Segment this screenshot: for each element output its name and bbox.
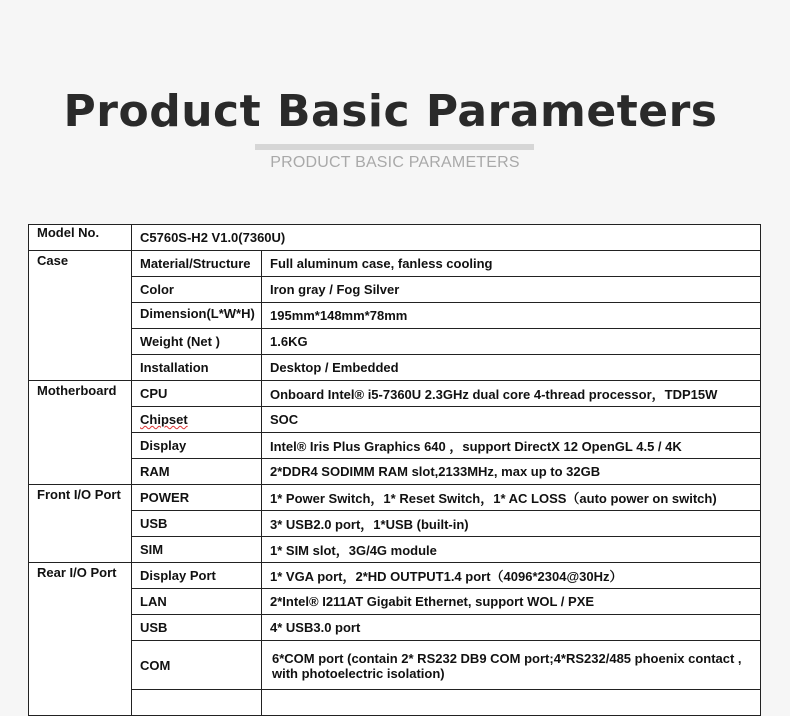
table-row — [29, 615, 761, 641]
spec-value: 6*COM port (contain 2* RS232 DB9 COM port;4*RS232/485 phoenix contact , with photoelectric isolation) — [262, 641, 761, 690]
model-value: C5760S-H2 V1.0(7360U) — [132, 225, 761, 251]
spec-label: COM — [132, 641, 262, 690]
table-row — [29, 251, 761, 277]
table-row — [29, 537, 761, 563]
spec-value: 4* USB3.0 port — [262, 615, 761, 641]
spec-label: Material/Structure — [132, 251, 262, 277]
table-row — [29, 225, 761, 251]
spec-value: Full aluminum case, fanless cooling — [262, 251, 761, 277]
model-label: Model No. — [29, 225, 132, 251]
spec-label: CPU — [132, 381, 262, 407]
spec-label: USB — [132, 511, 262, 537]
table-row — [29, 277, 761, 303]
table-row — [29, 303, 761, 329]
spec-value: Desktop / Embedded — [262, 355, 761, 381]
spec-value: 1* VGA port，2*HD OUTPUT1.4 port（4096*2304@30Hz） — [262, 563, 761, 589]
spec-label: RAM — [132, 459, 262, 485]
spec-value: Onboard Intel® i5-7360U 2.3GHz dual core 4-thread processor，TDP15W — [262, 381, 761, 407]
group-label-rear-io: Rear I/O Port — [29, 563, 132, 716]
group-label-front-io: Front I/O Port — [29, 485, 132, 563]
title-underline — [255, 144, 534, 150]
table-row — [29, 641, 761, 690]
spec-value — [262, 690, 761, 716]
table-row — [29, 407, 761, 433]
table-row — [29, 355, 761, 381]
table-row — [29, 589, 761, 615]
spec-label: Display Port — [132, 563, 262, 589]
spec-label: Display — [132, 433, 262, 459]
table-row — [29, 433, 761, 459]
table-row — [29, 690, 761, 716]
spec-label: Installation — [132, 355, 262, 381]
spec-label: Weight (Net ) — [132, 329, 262, 355]
spec-value: 2*DDR4 SODIMM RAM slot,2133MHz, max up to 32GB — [262, 459, 761, 485]
spec-value: 1.6KG — [262, 329, 761, 355]
spec-value: 195mm*148mm*78mm — [262, 303, 761, 329]
page-title: Product Basic Parameters — [63, 86, 718, 137]
table-row — [29, 459, 761, 485]
spec-label: Dimension(L*W*H) — [132, 303, 262, 329]
spec-label — [132, 690, 262, 716]
group-label-case: Case — [29, 251, 132, 381]
spec-label: SIM — [132, 537, 262, 563]
spec-label: LAN — [132, 589, 262, 615]
spec-value: 3* USB2.0 port，1*USB (built-in) — [262, 511, 761, 537]
spec-value: Intel® Iris Plus Graphics 640 ，support DirectX 12 OpenGL 4.5 / 4K — [262, 433, 761, 459]
spec-label: POWER — [132, 485, 262, 511]
spec-table — [28, 224, 761, 716]
table-row — [29, 381, 761, 407]
spec-value: 2*Intel® I211AT Gigabit Ethernet, support WOL / PXE — [262, 589, 761, 615]
table-row — [29, 511, 761, 537]
spec-label: Chipset — [132, 407, 262, 433]
group-label-motherboard: Motherboard — [29, 381, 132, 485]
page-subtitle: PRODUCT BASIC PARAMETERS — [270, 154, 520, 171]
table-row — [29, 329, 761, 355]
spec-value: 1* Power Switch，1* Reset Switch，1* AC LOSS（auto power on switch) — [262, 485, 761, 511]
spec-label: Color — [132, 277, 262, 303]
spec-value: 1* SIM slot，3G/4G module — [262, 537, 761, 563]
spec-label: USB — [132, 615, 262, 641]
table-row — [29, 485, 761, 511]
table-row — [29, 563, 761, 589]
spec-value: SOC — [262, 407, 761, 433]
spec-value: Iron gray / Fog Silver — [262, 277, 761, 303]
